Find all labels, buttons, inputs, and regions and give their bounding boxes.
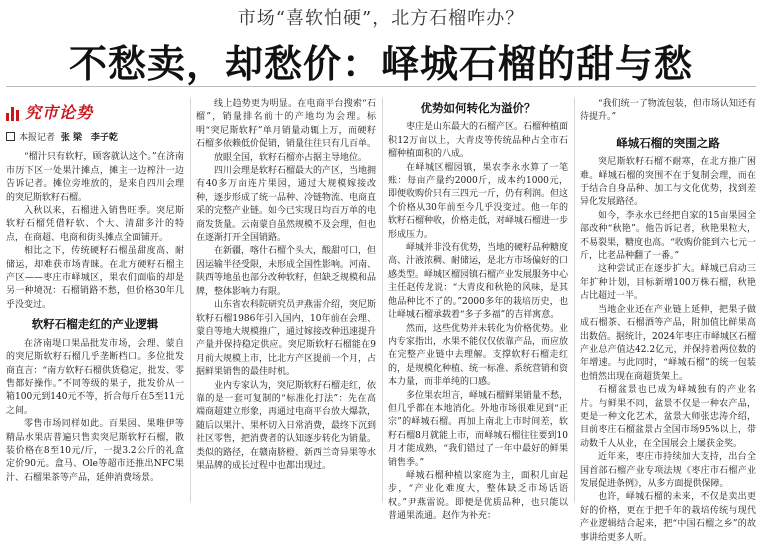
column-1	[6, 98, 184, 502]
paragraph: 零售市场同样如此。百果园、果唯伊等精品水果店普遍只售卖突尼斯软籽石榴，散装价格在8至10元/斤，一提3.2公斤的礼盒定价90元。盒马、Ole等超市还推出NFC果汁、石榴果茶等产品，延伸消费场景。	[6, 419, 184, 483]
square-bullet-icon	[6, 132, 15, 141]
paragraph: 也许，峄城石榴的未来，不仅是卖出更好的价格，更在于把千年的栽培传统与现代产业逻辑结合起来，把“中国石榴之乡”的故事讲给更多人听。	[580, 492, 756, 543]
paragraph: “榴汁只有软籽，顾客就认这个。”在济南市历下区一处果汁摊点，摊主一边榨汁一边告诉记者。摊位旁堆放的，是来自四川会理的突尼斯软籽石榴。	[6, 152, 184, 203]
paragraph: 在新疆，喀什石榴个头大，酸甜可口，但因运输半径受限，未形成全国性影响。河南、陕西等地虽也部分改种软籽，但缺乏规模和品牌，整体影响力有限。	[196, 246, 377, 297]
kicker: 市场“喜软怕硬”，北方石榴咋办？	[237, 8, 525, 29]
subheading: 优势如何转化为溢价？	[420, 101, 536, 115]
byline-label: 本报记者	[19, 133, 56, 143]
paragraph: 石榴盆景也已成为峄城独有的产业名片。与鲜果不同，盆景不仅是一种农产品，更是一种文化艺术，盆景大师张忠涛介绍，目前枣庄石榴盆景占全国市场95%以上，带动数千人从业，在全国展会上屡获金奖。	[580, 385, 756, 449]
paragraph: 当地企业还在产业链上延伸，把果子做成石榴茶、石榴酒等产品，附加值比鲜果高出数倍。据统计，2024年枣庄市峄城区石榴产业总产值达42.2亿元，并保持着两位数的年增速。与此同时，“峄城石榴”的统一包装也悄然出现在商超货架上。	[580, 304, 756, 382]
paragraph: 枣庄是山东最大的石榴产区。石榴种植面积12万亩以上，大青皮等传统品种占全市石榴种植面积的八成。	[388, 122, 569, 160]
reporter-name: 张 梁	[60, 133, 83, 143]
reporter-name: 李子乾	[90, 133, 118, 143]
column-logo-text: 究市论势	[25, 103, 94, 123]
paragraph: 山东省农科院研究员尹燕雷介绍，突尼斯软籽石榴1986年引入国内，10年前在会理、蒙自等地大规模推广，通过嫁接改种迅速提升产量并保持稳定供应。突尼斯软籽石榴能在9月前大规模上市，比北方产区提前一个月，占据鲜果销售的最佳时机。	[196, 300, 377, 378]
paragraph: 如今，李永水已经把自家的15亩果园全部改种“秋艳”。他告诉记者，秋艳果粒大，不易裂果，糖度也高。“收购价能到六七元一斤，比老品种翻了一番。”	[580, 210, 756, 262]
paragraph: 四川会理是软籽石榴最大的产区，当地拥有40多万亩连片果园，通过大规模嫁接改种，逐步形成了统一品种、冷链物流、电商直采的完整产业链。如今已实现日均百万单的电商发货量。云南蒙自虽然规模不及会理，但也在逐渐打开全国销路。	[196, 166, 377, 244]
bar-chart-icon	[6, 105, 21, 121]
paragraph: “我们统一了物流包装，但市场认知还有待提升。”	[580, 99, 756, 123]
paragraph: 峄城并非没有优势，当地的硬籽品种糖度高、汁液浓稠、耐储运，是北方市场偏好的口感类型。峄城区榴园镇石榴产业发展服务中心主任赵传龙说：“大青皮和秋艳的风味，是其他品种比不了的。”2000多年的栽培历史，也让峄城石榴承载着“多子多福”的吉祥寓意。	[388, 243, 569, 321]
paragraph: 峄城石榴种植以家庭为主，面积几亩起步，“产业化难度大，整体缺乏市场话语权。”尹燕雷说。即便是优质品种，也只能以普通果流通。赵作为补充：	[388, 470, 568, 522]
paragraph: 然而，这些优势并未转化为价格优势。业内专家指出，水果不能仅仅依靠产品，而应放在完整产业链中去理解。支撑软籽石榴走红的，是规模化种植、统一标准、系统营销和资本力量，而非单纯的口感。	[388, 323, 569, 388]
column-4	[580, 98, 756, 543]
byline	[6, 132, 184, 145]
column-logo	[6, 98, 184, 128]
paragraph: 放眼全国，软籽石榴亦占据主导地位。	[214, 152, 368, 163]
paragraph: 在济南堤口果品批发市场，会理、蒙自的突尼斯软籽石榴几乎垄断档口。多位批发商直言：“南方软籽石榴供货稳定，批发、零售都好操作。”不同等级的果子，批发价从一箱100元到140元不等，折合每斤在5至11元之间。	[6, 338, 184, 416]
paragraph: 相比之下，传统硬籽石榴虽甜度高、耐储运，却难获市场青睐。在北方硬籽石榴主产区——枣庄市峄城区，果农们面临的却是另一种境况：石榴销路不愁，但价格30年几乎没变过。	[6, 246, 184, 310]
subheading: 软籽石榴走红的产业逻辑	[31, 317, 159, 332]
paragraph: 这种尝试正在逐步扩大。峄城已启动三年扩种计划，目标新增100万株石榴，秋艳占比超过一半。	[580, 264, 756, 302]
paragraph: 近年来，枣庄市持续加大支持，出台全国首部石榴产业专项法规《枣庄市石榴产业发展促进条例》，从多方面提供保障。	[580, 452, 756, 489]
headline: 不愁卖，却愁价：峄城石榴的甜与愁	[68, 42, 693, 86]
paragraph: 突尼斯软籽石榴不耐寒，在北方推广困难。峄城石榴的突围不在于复制会理，而在于结合自身品种、加工与文化优势，找到差异化发展路径。	[580, 157, 756, 208]
column-divider	[382, 98, 383, 502]
column-2	[196, 98, 376, 502]
paragraph: 入秋以来，石榴进入销售旺季。突尼斯软籽石榴凭借籽软、个大、清甜多汁的特点，在商超、电商和街头摊点全面铺开。	[6, 206, 184, 243]
column-3	[388, 98, 569, 522]
column-divider	[190, 98, 191, 502]
column-divider	[574, 98, 575, 502]
paragraph: 在峄城区榴园镇，果农李永水算了一笔账：每亩产量约2000斤，成本约1000元，即便收购价只有三四元一斤，仍有利润。但这个价格从30年前至今几乎没变过。他一年的软籽石榴种收，价格走低，对峄城石榴进一步形成压力。	[388, 162, 569, 240]
header-rule	[6, 86, 756, 87]
subheading: 峄城石榴的突围之路	[616, 135, 720, 150]
paragraph: 业内专家认为，突尼斯软籽石榴走红，依靠的是一套可复制的“标准化打法”：先在高端商超建立形象，再通过电商平台放大爆款，随后以果汁、果杯切入日常消费，最终下沉到社区零售，把消费者的认知逐步转化为销量。类似的路径，在赣南脐橙、新西兰奇异果等水果品牌的成长过程中也都出现过。	[196, 380, 377, 471]
paragraph: 多位果农坦言，峄城石榴鲜果销量不愁，但几乎都在本地消化。外地市场很难见到“正宗”的峄城石榴。再加上南北上市时间差，软籽石榴8月就能上市，而峄城石榴往往要到10月才能成熟，“我们错过了一年中最好的鲜果销售季。”	[388, 390, 569, 468]
paragraph: 线上趋势更为明显。在电商平台搜索“石榴”，销量排名前十的产地均为会理。标明“突尼斯软籽”单月销量动辄上万，而硬籽石榴多依赖低价促销，销量往往只有几百单。	[196, 99, 377, 150]
